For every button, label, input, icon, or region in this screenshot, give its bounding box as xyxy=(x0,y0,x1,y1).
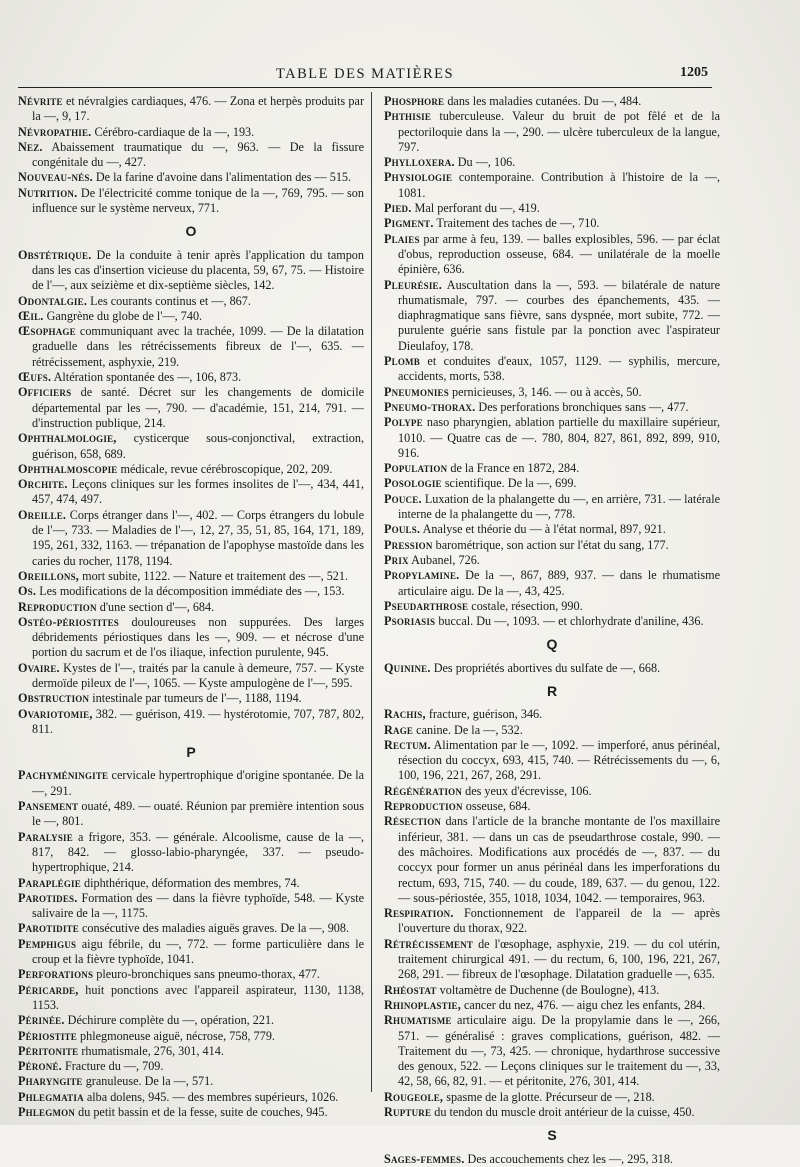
entry-heading: Ovaire. xyxy=(18,660,60,675)
entry-text: consécutive des maladies aiguës graves. De la —, 908. xyxy=(78,921,350,936)
entry-text: cancer du nez, 476. — aigu chez les enfants, 284. xyxy=(460,997,706,1012)
entry-text: du petit bassin et de la fesse, suite de couches, 945. xyxy=(75,1105,328,1119)
entry-heading: Parotides. xyxy=(18,890,78,905)
entry-text: Alimentation par le —, 1092. — imperforé, anus périnéal, résection du coccyx, 693, 415, 740. — Rétrécissements du —, 6, 100, 196, 221, 267, 268, 291. xyxy=(398,737,720,783)
section-r-entries xyxy=(384,707,720,1120)
entry-heading: Ophthalmologie, xyxy=(18,431,117,446)
entry-text: et névralgies cardiaques, 476. — Zona et herpès produits par la —, 9, 17. xyxy=(32,94,364,124)
entry-text: diphthérique, déformation des membres, 74. xyxy=(80,875,300,890)
entry-text: phlegmoneuse aiguë, nécrose, 758, 779. xyxy=(76,1028,275,1043)
index-entry xyxy=(384,723,720,738)
entry-heading: Oreille. xyxy=(18,507,67,522)
entry-text: Kystes de l'—, traités par la canule à demeure, 757. — Kyste dermoïde pileux de l'—, 1065. — Kyste ampulogène de l'—, 595. xyxy=(32,660,364,690)
entry-text: cysticerque sous-conjonctival, extraction, guérison, 658, 689. xyxy=(32,431,364,461)
entry-text: ouaté, 489. — ouaté. Réunion par première intention sous le —, 801. xyxy=(32,799,364,829)
index-entry xyxy=(18,615,364,661)
entry-heading: Névropathie. xyxy=(18,124,92,139)
entry-heading: Périostite xyxy=(18,1028,77,1043)
entry-heading: Propylamine. xyxy=(384,568,460,583)
entry-heading: Polype xyxy=(384,415,423,430)
entry-text: Analyse et théorie du — à l'état normal, 897, 921. xyxy=(420,522,666,537)
index-entry xyxy=(18,569,364,584)
entry-heading: Ovariotomie, xyxy=(18,706,93,721)
entry-heading: Œsophage xyxy=(18,324,76,339)
index-entry xyxy=(18,967,364,982)
index-entry xyxy=(18,691,364,706)
entry-text: Gangrène du globe de l'—, 740. xyxy=(43,308,203,323)
entry-heading: Péricarde, xyxy=(18,982,79,997)
index-entry xyxy=(384,155,720,170)
entry-text: fracture, guérison, 346. xyxy=(425,707,543,722)
index-entry xyxy=(18,1029,364,1044)
entry-heading: Paraplégie xyxy=(18,875,81,890)
entry-text: mort subite, 1122. — Nature et traitement des —, 521. xyxy=(79,568,349,583)
entry-heading: Posologie xyxy=(384,476,442,491)
index-entry xyxy=(18,600,364,615)
section-n-entries xyxy=(18,94,364,216)
entry-text: alba dolens, 945. — des membres supérieurs, 1026. xyxy=(83,1089,339,1104)
index-entry xyxy=(384,661,720,676)
index-entry xyxy=(384,599,720,614)
entry-heading: Rhumatisme xyxy=(384,1013,452,1028)
entry-heading: Pachyméningite xyxy=(18,768,109,783)
index-entry xyxy=(384,814,720,906)
entry-heading: Nez. xyxy=(18,139,43,154)
section-q-entries xyxy=(384,661,720,676)
entry-text: de santé. Décret sur les changements de domicile départemental par les —, 790. — d'académie, 151, 214, 791. — d'instruction publique, 214. xyxy=(32,385,364,430)
entry-heading: Péroné. xyxy=(18,1059,62,1074)
index-entry xyxy=(18,584,364,599)
entry-text: communiquant avec la trachée, 1099. — De la dilatation graduelle dans les rétrécissements fibreux de l'—, 635. — rétrécissement, asphyxie, 219. xyxy=(32,324,364,369)
section-letter-q: Q xyxy=(546,636,558,653)
entry-text: pleuro-bronchiques sans pneumo-thorax, 477. xyxy=(93,967,320,982)
entry-heading: Odontalgie. xyxy=(18,293,88,308)
entry-text: de l'œsophage, asphyxie, 219. — du col utérin, traitement chirurgical 491. — du rectum, 6, 100, 196, 221, 267, 268, 291. — fibreux de l'œsophage. Dilatation graduelle —, 635. xyxy=(398,936,720,982)
index-entry xyxy=(18,876,364,891)
entry-text: aigu fébrile, du —, 772. — forme particulière dans le croup et la fièvre typhoïde, 1041. xyxy=(32,936,364,967)
entry-text: buccal. Du —, 1093. — et chlorhydrate d'aniline, 436. xyxy=(435,614,704,629)
entry-heading: Plomb xyxy=(384,354,420,369)
entry-heading: Officiers xyxy=(18,385,72,400)
entry-text: voltamètre de Duchenne (de Boulogne), 413. xyxy=(436,982,660,997)
index-entry xyxy=(18,248,364,294)
index-entry xyxy=(18,1105,364,1120)
index-entry xyxy=(384,799,720,814)
entry-text: Des propriétés abortives du sulfate de —, 668. xyxy=(430,660,661,675)
entry-text: Des perforations bronchiques sans —, 477. xyxy=(475,399,689,414)
entry-heading: Sages-femmes. xyxy=(384,1151,465,1166)
entry-text: Aubanel, 726. xyxy=(408,552,480,567)
entry-text: naso pharyngien, ablation partielle du maxillaire supérieur, 1010. — Quatre cas de —. 780, 804, 827, 861, 892, 899, 910, 916. xyxy=(398,415,720,460)
section-letter-r: R xyxy=(546,682,558,699)
entry-heading: Quinine. xyxy=(384,660,431,675)
entry-text: rhumatismale, 276, 301, 414. xyxy=(78,1043,224,1058)
entry-heading: Population xyxy=(384,461,448,476)
index-entry xyxy=(18,170,364,185)
index-entry xyxy=(384,492,720,523)
entry-heading: Phosphore xyxy=(384,94,445,108)
entry-text: costale, résection, 990. xyxy=(468,598,583,613)
index-entry xyxy=(18,1013,364,1028)
entry-text: articulaire aigu. De la propylamie dans le —, 266, 571. — généralisé : graves complications, guérison, 482. — Traitement du —, 73, 425. — chronique, hydarthrose successive des genoux, 522. — Leçons cliniques sur le traitement du —, 33, 42, 58, 66, 82, 91. — et péritonite, 276, 301, 414. xyxy=(398,1013,720,1089)
index-entry xyxy=(18,309,364,324)
entry-text: spasme de la glotte. Précurseur de —, 218. xyxy=(443,1089,655,1104)
entry-text: Mal perforant du —, 419. xyxy=(411,201,540,216)
index-entry xyxy=(18,661,364,692)
entry-heading: Rhéostat xyxy=(384,982,437,997)
entry-text: douloureuses non suppurées. Des larges débridements périostiques dans les —, 909. — et nécrose d'une portion du sacrum et de l'os iliaque, infection purulente, 945. xyxy=(32,614,364,660)
index-entry xyxy=(384,614,720,629)
section-letter-s: S xyxy=(547,1127,557,1144)
index-entry xyxy=(18,462,364,477)
entry-heading: Rétrécissement xyxy=(384,936,474,951)
index-entry xyxy=(18,477,364,508)
entry-text: canine. De la —, 532. xyxy=(413,722,523,737)
entry-text: Luxation de la phalangette du —, en arrière, 731. — latérale interne de la phalangette du —, 778. xyxy=(398,491,720,522)
entry-heading: Névrite xyxy=(18,94,63,108)
entry-heading: Pleurésie. xyxy=(384,277,443,292)
entry-heading: Pneumonies xyxy=(384,384,449,399)
entry-text: De la farine d'avoine dans l'alimentation des — 515. xyxy=(92,170,352,185)
entry-heading: Os. xyxy=(18,584,37,599)
entry-text: osseuse, 684. xyxy=(462,799,531,814)
index-entry xyxy=(18,1074,364,1089)
entry-heading: Rougeole, xyxy=(384,1089,444,1104)
entry-text: Cérébro-cardiaque de la —, 193. xyxy=(91,124,255,139)
entry-text: cervicale hypertrophique d'origine spontanée. De la —, 291. xyxy=(32,768,364,798)
entry-text: du tendon du muscle droit antérieur de la cuisse, 450. xyxy=(431,1105,695,1119)
index-entry xyxy=(18,94,364,125)
entry-text: médicale, revue cérébroscopique, 202, 209. xyxy=(117,461,333,476)
entry-text: Altération spontanée des —, 106, 873. xyxy=(51,370,242,385)
entry-heading: Obstétrique. xyxy=(18,247,92,262)
page-title: TABLE DES MATIÈRES xyxy=(275,66,455,82)
entry-heading: Reproduction xyxy=(384,799,463,814)
entry-text: Fonctionnement de l'appareil de la — après l'ouverture du thorax, 922. xyxy=(398,906,720,936)
section-p-entries-left xyxy=(18,768,364,1120)
index-entry xyxy=(18,140,364,171)
index-entry xyxy=(384,94,720,109)
entry-heading: Nouveau-nés. xyxy=(18,170,93,185)
index-entry xyxy=(18,125,364,140)
running-header xyxy=(18,62,712,88)
entry-text: Des accouchements chez les —, 295, 318. xyxy=(464,1151,673,1166)
entry-heading: Rectum. xyxy=(384,737,431,752)
index-entry xyxy=(18,1044,364,1059)
index-entry xyxy=(384,201,720,216)
index-entry xyxy=(18,385,364,431)
entry-heading: Pseudarthrose xyxy=(384,598,469,613)
entry-text: a frigore, 353. — générale. Alcoolisme, cause de la —, 817, 842. — glosso-labio-pharyngée, 337. — pseudo-hypertrophique, 214. xyxy=(32,829,364,875)
entry-heading: Ophthalmoscopie xyxy=(18,461,118,476)
entry-text: De l'électricité comme tonique de la —, 769, 795. — son influence sur le système nerveux, 771. xyxy=(32,185,364,216)
entry-heading: Prix xyxy=(384,552,409,567)
entry-heading: Pigment. xyxy=(384,216,434,231)
entry-text: intestinale par tumeurs de l'—, 1188, 1194. xyxy=(89,691,302,706)
index-entry xyxy=(18,1090,364,1105)
entry-heading: Œil. xyxy=(18,308,44,323)
index-entry xyxy=(384,553,720,568)
entry-text: Formation des — dans la fièvre typhoïde, 548. — Kyste salivaire de la —, 1175. xyxy=(32,890,364,921)
index-entry xyxy=(384,278,720,354)
index-entry xyxy=(384,937,720,983)
index-entry xyxy=(384,400,720,415)
index-entry xyxy=(18,937,364,968)
section-p-entries-right xyxy=(384,94,720,629)
index-entry xyxy=(384,906,720,937)
entry-heading: Péritonite xyxy=(18,1043,79,1058)
entry-heading: Psoriasis xyxy=(384,614,436,629)
index-entry xyxy=(384,1152,720,1167)
index-entry xyxy=(384,476,720,491)
entry-heading: Obstruction xyxy=(18,691,90,706)
entry-text: Abaissement traumatique du —, 963. — De la fissure congénitale du —, 427. xyxy=(32,139,364,170)
entry-text: dans l'article de la branche montante de l'os maxillaire inférieur, 381. — dans un cas de pseudarthrose costale, 990. — des mâchoires. Modifications aux procédés de —, 837. — du coccyx pour former un anus périnéal dans les imperforations du rectum, 693, 715, 740. — du coude, 189, 637. — du genou, 122. — sous-périostée, 355, 1018, 1034, 1042. — temporaires, 963. xyxy=(398,814,720,905)
entry-text: barométrique, son action sur l'état du sang, 177. xyxy=(432,537,669,552)
index-entry xyxy=(384,232,720,278)
index-entry xyxy=(18,186,364,217)
column-divider xyxy=(371,92,372,1092)
index-entry xyxy=(384,538,720,553)
index-entry xyxy=(18,707,364,738)
index-entry xyxy=(18,1059,364,1074)
entry-heading: Pansement xyxy=(18,799,79,814)
entry-text: Fracture du —, 709. xyxy=(61,1059,164,1074)
entry-heading: Reproduction xyxy=(18,599,97,614)
entry-heading: Résection xyxy=(384,814,442,829)
entry-heading: Pied. xyxy=(384,201,412,216)
index-entry xyxy=(384,1090,720,1105)
index-entry xyxy=(18,294,364,309)
entry-heading: Rupture xyxy=(384,1105,432,1119)
entry-text: granuleuse. De la —, 571. xyxy=(82,1074,214,1089)
index-entry xyxy=(18,508,364,569)
index-entry xyxy=(384,415,720,461)
entry-heading: Perforations xyxy=(18,967,94,982)
entry-text: 382. — guérison, 419. — hystérotomie, 707, 787, 802, 811. xyxy=(32,706,364,736)
index-entry xyxy=(18,891,364,922)
index-entry xyxy=(384,707,720,722)
section-letter-o: O xyxy=(185,223,197,240)
entry-text: De la —, 867, 889, 937. — dans le rhumatisme articulaire aigu. De la —, 43, 425. xyxy=(398,568,720,598)
entry-heading: Physiologie xyxy=(384,170,453,185)
entry-text: Les modifications de la décomposition immédiate des —, 153. xyxy=(36,584,345,599)
index-entry xyxy=(384,170,720,201)
entry-text: Déchirure complète du —, opération, 221. xyxy=(64,1013,275,1028)
entry-text: Auscultation dans la —, 593. — bilatérale de nature rhumatismale, 797. — courbes des épanchements, 435. — diaphragmatique sans fièvre, sans dyspnée, mort subite, 772. — purulente guérie sans fistule par la ponction avec l'aspirateur Dieulafoy, 178. xyxy=(398,277,720,353)
entry-heading: Rage xyxy=(384,722,414,737)
entry-heading: Orchite. xyxy=(18,477,68,492)
entry-text: dans les maladies cutanées. Du —, 484. xyxy=(444,94,642,108)
entry-text: scientifique. De la —, 699. xyxy=(441,476,577,491)
entry-heading: Phlegmatia xyxy=(18,1089,84,1104)
index-entry xyxy=(18,830,364,876)
section-letter-p: P xyxy=(186,744,196,761)
entry-text: Les courants continus et —, 867. xyxy=(87,293,251,308)
index-entry xyxy=(384,983,720,998)
index-entry xyxy=(384,784,720,799)
entry-heading: Paralysie xyxy=(18,829,73,844)
index-entry xyxy=(384,568,720,599)
entry-heading: Phthisie xyxy=(384,109,432,124)
entry-heading: Rachis, xyxy=(384,707,426,722)
index-entry xyxy=(384,461,720,476)
entry-heading: Œufs. xyxy=(18,370,52,385)
entry-heading: Pouls. xyxy=(384,522,421,537)
entry-text: contemporaine. Contribution à l'histoire de la —, 1081. xyxy=(398,170,720,200)
entry-text: De la conduite à tenir après l'application du tampon dans les cas d'insertion vicieuse du placenta, 59, 67, 75. — Histoire de l'—, aux seizième et dix-septième siècles, 142. xyxy=(32,247,364,293)
left-column xyxy=(18,94,364,1120)
entry-text: Du —, 106. xyxy=(454,155,516,170)
index-entry xyxy=(384,522,720,537)
index-entry xyxy=(18,370,364,385)
entry-heading: Phylloxera. xyxy=(384,155,455,170)
right-column xyxy=(384,94,720,1167)
entry-text: huit ponctions avec l'appareil aspirateur, 1130, 1138, 1153. xyxy=(32,982,364,1012)
page-number: 1205 xyxy=(680,65,708,80)
index-entry xyxy=(18,431,364,462)
entry-heading: Pression xyxy=(384,537,433,552)
index-entry xyxy=(384,738,720,784)
entry-text: par arme à feu, 139. — balles explosibles, 596. — par éclat d'obus, reproduction osseuse, 684. — unilatérale de la moelle épinière, 636. xyxy=(398,231,720,277)
entry-heading: Nutrition. xyxy=(18,185,78,200)
entry-text: Traitement des taches de —, 710. xyxy=(433,216,600,231)
entry-text: Corps étranger dans l'—, 402. — Corps étrangers du lobule de l'—, 733. — Maladies de l'—, 12, 27, 35, 51, 85, 164, 171, 189, 195, 261, 332, 1163. — trépanation de l'apophyse mastoïde dans les caries du rocher, 1178, 1194. xyxy=(32,507,364,568)
index-entry xyxy=(18,983,364,1014)
index-entry xyxy=(18,324,364,370)
index-entry xyxy=(384,998,720,1013)
index-entry xyxy=(384,354,720,385)
index-entry xyxy=(384,109,720,155)
entry-heading: Pharyngite xyxy=(18,1074,83,1089)
entry-heading: Respiration. xyxy=(384,906,454,921)
index-entry xyxy=(384,385,720,400)
entry-text: et conduites d'eaux, 1057, 1129. — syphilis, mercure, accidents, morts, 538. xyxy=(398,354,720,384)
index-entry xyxy=(18,921,364,936)
entry-text: de la France en 1872, 284. xyxy=(447,461,580,476)
index-entry xyxy=(18,799,364,830)
entry-heading: Pneumo-thorax. xyxy=(384,399,476,414)
entry-heading: Pouce. xyxy=(384,491,422,506)
entry-text: pernicieuses, 3, 146. — ou à accès, 50. xyxy=(448,384,642,399)
entry-heading: Phlegmon xyxy=(18,1105,76,1119)
index-entry xyxy=(384,1105,720,1120)
index-entry xyxy=(384,216,720,231)
entry-heading: Parotidite xyxy=(18,921,79,936)
entry-heading: Oreillons, xyxy=(18,568,80,583)
entry-heading: Pemphigus xyxy=(18,936,77,951)
entry-heading: Rhinoplastie, xyxy=(384,997,461,1012)
entry-heading: Plaies xyxy=(384,231,420,246)
section-s-entries xyxy=(384,1152,720,1167)
entry-text: tuberculeuse. Valeur du bruit de pot fêlé et de la pectoriloquie dans la —, 290. — ulcère tuberculeux de la langue, 797. xyxy=(398,109,720,154)
entry-text: des yeux d'écrevisse, 106. xyxy=(462,783,592,798)
index-entry xyxy=(18,768,364,799)
entry-heading: Périnée. xyxy=(18,1013,65,1028)
entry-heading: Régénération xyxy=(384,783,463,798)
index-entry xyxy=(384,1013,720,1089)
section-o-entries xyxy=(18,248,364,738)
entry-text: Leçons cliniques sur les formes insolites de l'—, 434, 441, 457, 474, 497. xyxy=(32,477,364,507)
entry-text: d'une section d'—, 684. xyxy=(96,599,215,614)
entry-heading: Ostéo-périostites xyxy=(18,614,119,629)
